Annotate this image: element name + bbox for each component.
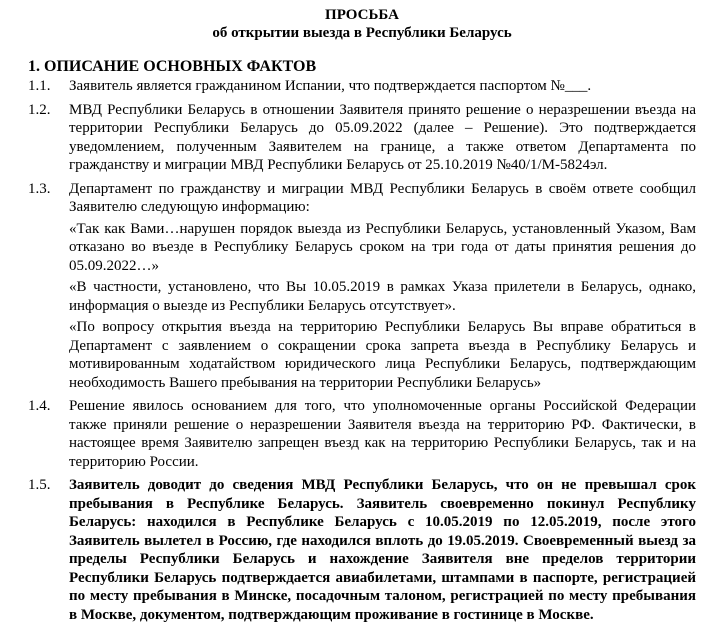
item-number: 1.4. bbox=[28, 398, 51, 414]
item-body bbox=[69, 101, 696, 178]
item-paragraph: Решение явилось основанием для того, что уполномоченные органы Российской Федерации также приняли решение о неразрешении Заявителя въезда на территорию РФ. Фактически, в настоящее время Заявителю запрещен въезд как на территорию Республики Беларусь, так и на территорию России. bbox=[69, 398, 696, 470]
list-item-1-5 bbox=[28, 476, 696, 627]
item-paragraph: МВД Республики Беларусь в отношении Заявителя принято решение о неразрешении въезда на территории Республики Беларусь до 05.09.2022 (далее – Решение). Это подтверждается уведомлением, полученным Заявителем на границе, а также ответом Департамента по гражданству и миграции МВД Республики Беларусь от 25.10.2019 №40/1/М-5824эл. bbox=[69, 101, 696, 173]
item-quote: «По вопросу открытия въезда на территорию Республики Беларусь Вы вправе обратиться в Департамент с заявлением о сокращении срока запрета въезда в Республику Беларусь и мотивированным ходатайством юридического лица Республики Беларусь, подтверждающим необходимость Вашего пребывания на территории Республики Беларусь» bbox=[69, 319, 696, 391]
list-item-1-2 bbox=[28, 101, 696, 178]
document-title: ПРОСЬБА bbox=[325, 7, 399, 23]
item-number: 1.1. bbox=[28, 78, 51, 94]
item-body bbox=[69, 180, 696, 396]
item-number: 1.2. bbox=[28, 101, 51, 118]
document-subtitle: об открытии выезда в Республики Беларусь bbox=[212, 25, 512, 41]
item-paragraph: Заявитель доводит до сведения МВД Республики Беларусь, что он не превышал срок пребывания в Республике Беларусь. Заявитель своевременно покинул Республику Беларусь: находился в Республике Беларусь с 10.05.2019 по 12.05.2019, после этого Заявитель вылетел в Россию, где находился вплоть до 19.05.2019. Своевременный выезд за пределы Республики Беларусь и нахождение Заявителя вне пределов территории Республики Беларусь подтверждается авиабилетами, штампами в паспорте, регистрацией по месту пребывания в Минске, посадочным талоном, регистрацией по месту пребывания в Москве, документом, подтверждающим проживание в гостинице в Москве. bbox=[69, 477, 696, 623]
section-heading: 1. ОПИСАНИЕ ОСНОВНЫХ ФАКТОВ bbox=[28, 58, 317, 75]
item-paragraph: Департамент по гражданству и миграции МВД Республики Беларусь в своём ответе сообщил Заявителю следующую информацию: bbox=[69, 180, 696, 215]
item-quote: «Так как Вами…нарушен порядок выезда из Республики Беларусь, установленный Указом, Вам отказано во въезде в Республику Беларусь сроком на три года от даты принятия решения до 05.09.2022…» bbox=[69, 220, 696, 274]
list-item-1-4 bbox=[28, 397, 696, 474]
item-body bbox=[69, 476, 696, 627]
item-body bbox=[69, 397, 696, 474]
item-number: 1.5. bbox=[28, 477, 51, 493]
list-item-1-1 bbox=[28, 77, 696, 99]
item-body bbox=[69, 77, 696, 99]
list-item-1-3 bbox=[28, 180, 696, 396]
item-number: 1.3. bbox=[28, 180, 51, 197]
item-quote: «В частности, установлено, что Вы 10.05.2019 в рамках Указа прилетели в Беларусь, однако, информация о выезде из Республики Беларусь отсутствует». bbox=[69, 279, 696, 314]
item-paragraph: Заявитель является гражданином Испании, что подтверждается паспортом №___. bbox=[69, 78, 592, 94]
